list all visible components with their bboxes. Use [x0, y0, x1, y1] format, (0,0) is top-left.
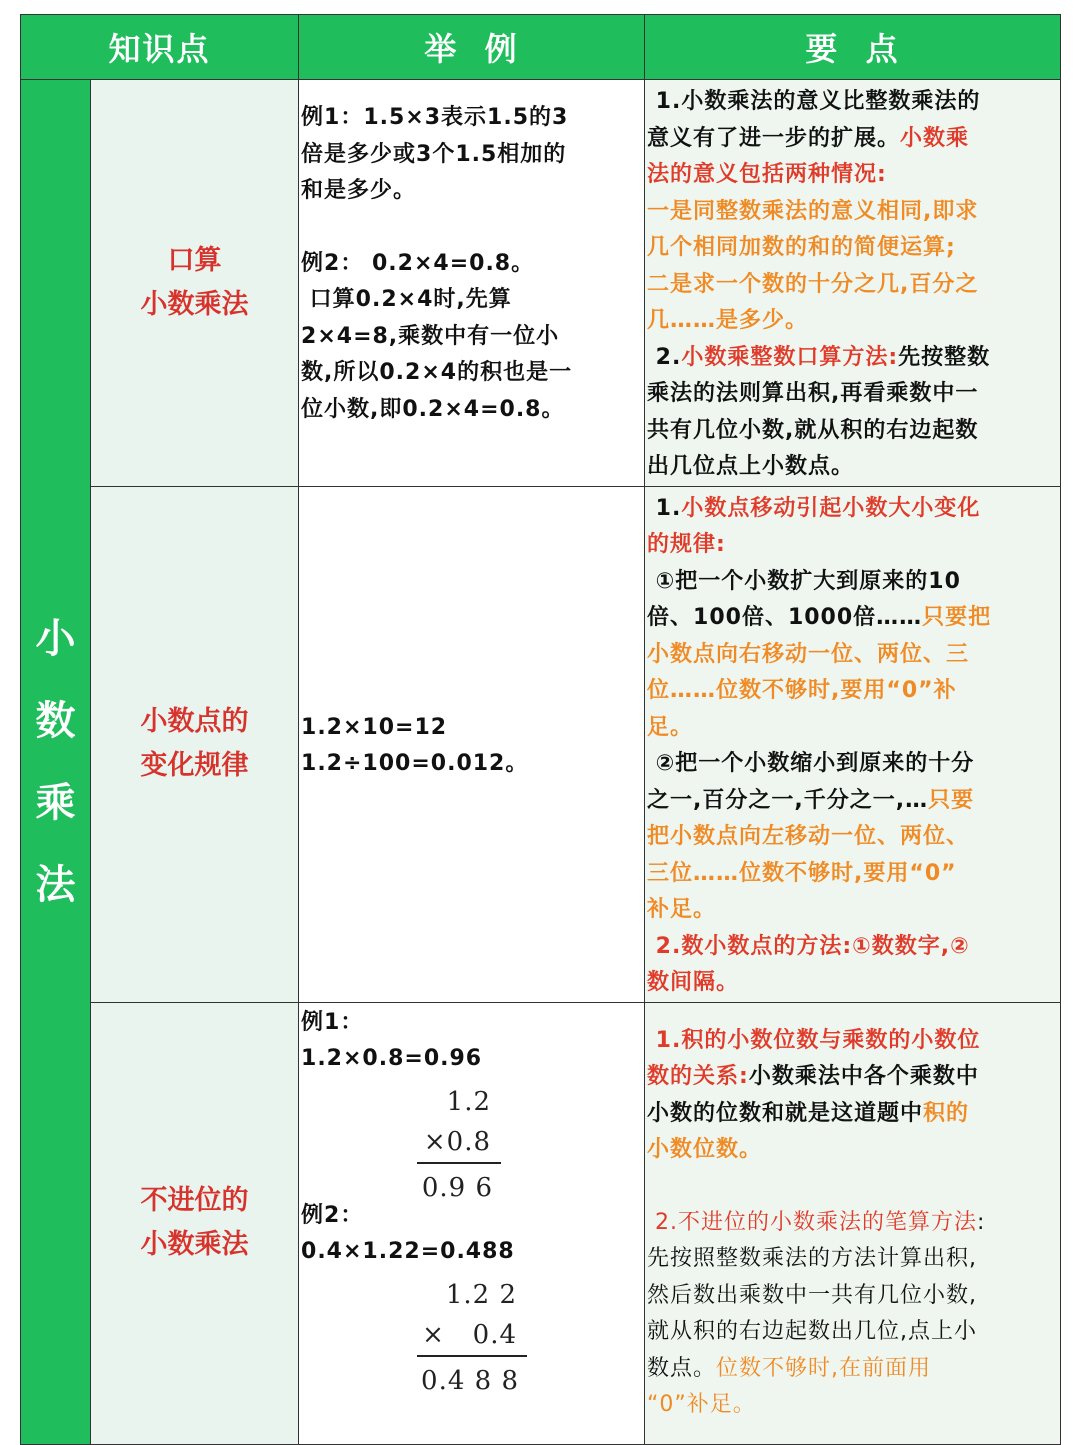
header-row [21, 15, 1061, 80]
topic-decimal-point-rule [91, 486, 299, 1002]
point-line: 把小数点向左移动一位、两位、 [647, 824, 970, 849]
vertical-calculation-1 [417, 1080, 501, 1204]
point-text: 小数乘法中各个乘数中 [748, 1064, 979, 1089]
point-line [647, 1096, 1058, 1133]
topic-no-carry-multiplication [91, 1002, 299, 1444]
point-text-orange: 位数不够时,在前面用 [716, 1355, 932, 1381]
point-text-red: 数的关系: [647, 1064, 749, 1089]
topic-line: 小数乘法 [140, 1229, 249, 1260]
example-line: 例2： 0.2×4=0.8。 [301, 250, 535, 276]
point-text-red: 小数乘 [900, 125, 970, 151]
example-line: 数,所以0.2×4的积也是一 [301, 360, 573, 385]
table-row [21, 1002, 1061, 1444]
point-line: 先按照整数乘法的方法计算出积, [647, 1246, 978, 1271]
points-cell [645, 80, 1061, 487]
example-line: 位小数,即0.2×4=0.8。 [301, 396, 565, 422]
point-line: 2.数小数点的方法:①数数字,② [647, 933, 970, 959]
side-char: 法 [35, 861, 76, 908]
side-char: 数 [35, 697, 76, 744]
header-knowledge-point: 知识点 [21, 15, 299, 80]
point-text: 先按整数 [898, 344, 991, 370]
calc-top: 1.2 [446, 1086, 492, 1117]
knowledge-table [20, 14, 1061, 1445]
example-equation: 0.4×1.22=0.488 [301, 1239, 515, 1264]
calc-result: 0.9 6 [421, 1172, 494, 1203]
point-line: 小数点向右移动一位、两位、三 [647, 641, 970, 667]
point-text: 2. [647, 344, 682, 370]
example-line: 倍是多少或3个1.5相加的 [301, 141, 567, 167]
calc-rule [417, 1162, 501, 1164]
point-line [647, 783, 1058, 820]
calc-top: 1.2 2 [445, 1279, 518, 1310]
point-line: 一是同整数乘法的意义相同,即求 [647, 198, 979, 224]
point-text-orange: 只要 [928, 787, 975, 813]
point-line: 1.小数乘法的意义比整数乘法的 [647, 89, 981, 114]
topic-line: 小数乘法 [140, 288, 249, 320]
point-text: 数点。 [647, 1355, 717, 1381]
example-label: 例1： [301, 1009, 364, 1035]
example-line [301, 210, 642, 246]
point-line [647, 1351, 1058, 1388]
header-key-points: 要 点 [645, 15, 1061, 80]
point-text-orange: 积的 [923, 1100, 970, 1126]
point-line: 几个相同加数的和的简便运算; [647, 235, 956, 260]
example-line: 口算0.2×4时,先算 [301, 287, 512, 312]
point-line [647, 600, 1058, 637]
topic-line: 变化规律 [140, 750, 249, 781]
example-line: 2×4=8,乘数中有一位小 [301, 323, 560, 349]
point-line: ①把一个小数扩大到原来的10 [647, 568, 961, 594]
point-line: 1.积的小数位数与乘数的小数位 [647, 1027, 981, 1053]
point-line: 数间隔。 [647, 970, 740, 995]
point-line [647, 1205, 1058, 1242]
point-line: 小数位数。 [647, 1137, 763, 1162]
point-line: 二是求一个数的十分之几,百分之 [647, 271, 979, 297]
point-text: 意义有了进一步的扩展。 [647, 125, 901, 151]
point-line: ②把一个小数缩小到原来的十分 [647, 751, 975, 776]
topic-line: 小数点的 [140, 706, 249, 737]
point-text-red: 小数点移动引起小数大小变化 [681, 495, 981, 521]
point-spacer [647, 1169, 1058, 1205]
point-line: 出几位点上小数点。 [647, 454, 855, 479]
point-line: 三位……位数不够时,要用“0” [647, 860, 957, 886]
example-cell [299, 1002, 645, 1444]
point-line: 乘法的法则算出积,再看乘数中一 [647, 381, 979, 406]
point-text: 之一,百分之一,千分之一,… [647, 787, 929, 813]
calc-multiplier: × 0.4 [422, 1319, 518, 1350]
point-text-red: 小数乘整数口算方法: [681, 344, 899, 370]
example-equation: 1.2×0.8=0.96 [301, 1046, 483, 1071]
point-text: 小数的位数和就是这道题中 [647, 1100, 924, 1126]
point-line: 然后数出乘数中一共有几位小数, [647, 1282, 978, 1308]
point-line: “0”补足。 [647, 1392, 756, 1417]
point-text: : [977, 1209, 986, 1235]
point-line [647, 340, 1058, 377]
table-row [21, 486, 1061, 1002]
point-text-orange: 只要把 [922, 605, 992, 630]
point-line: 法的意义包括两种情况: [647, 162, 887, 187]
points-cell [645, 1002, 1061, 1444]
point-line: 几……是多少。 [647, 308, 809, 333]
side-char: 小 [35, 615, 76, 662]
topic-line: 口算 [167, 244, 222, 276]
vertical-calculation-2 [417, 1273, 527, 1396]
example-line: 和是多少。 [301, 178, 417, 203]
example-label: 例2： [301, 1202, 364, 1228]
header-example: 举 例 [299, 15, 645, 80]
point-line: 补足。 [647, 897, 717, 922]
topic-oral-calc [91, 80, 299, 487]
calc-result: 0.4 8 8 [421, 1365, 520, 1396]
point-line: 位……位数不够时,要用“0”补 [647, 678, 957, 703]
side-char: 乘 [35, 779, 76, 826]
point-line [647, 491, 1058, 528]
knowledge-table-sheet [20, 14, 1060, 1436]
example-line: 例1：1.5×3表示1.5的3 [301, 105, 569, 130]
example-cell [299, 80, 645, 487]
point-line: 就从积的右边起数出几位,点上小 [647, 1319, 978, 1344]
point-line [647, 121, 1058, 158]
point-line: 的规律: [647, 532, 726, 557]
point-text: 倍、100倍、1000倍…… [647, 605, 923, 630]
table-row [21, 80, 1061, 487]
point-line: 共有几位小数,就从积的右边起数 [647, 417, 979, 443]
example-line: 1.2÷100=0.012。 [301, 751, 529, 776]
calc-multiplier: ×0.8 [423, 1126, 492, 1157]
point-text: 1. [647, 495, 682, 521]
calc-rule [417, 1355, 527, 1357]
points-cell [645, 486, 1061, 1002]
side-title [21, 80, 91, 1445]
point-line: 足。 [647, 714, 694, 740]
topic-line: 不进位的 [140, 1185, 249, 1216]
example-line: 1.2×10=12 [301, 714, 448, 740]
point-line [647, 1059, 1058, 1096]
example-cell [299, 486, 645, 1002]
point-text-red: 2.不进位的小数乘法的笔算方法 [647, 1209, 977, 1235]
